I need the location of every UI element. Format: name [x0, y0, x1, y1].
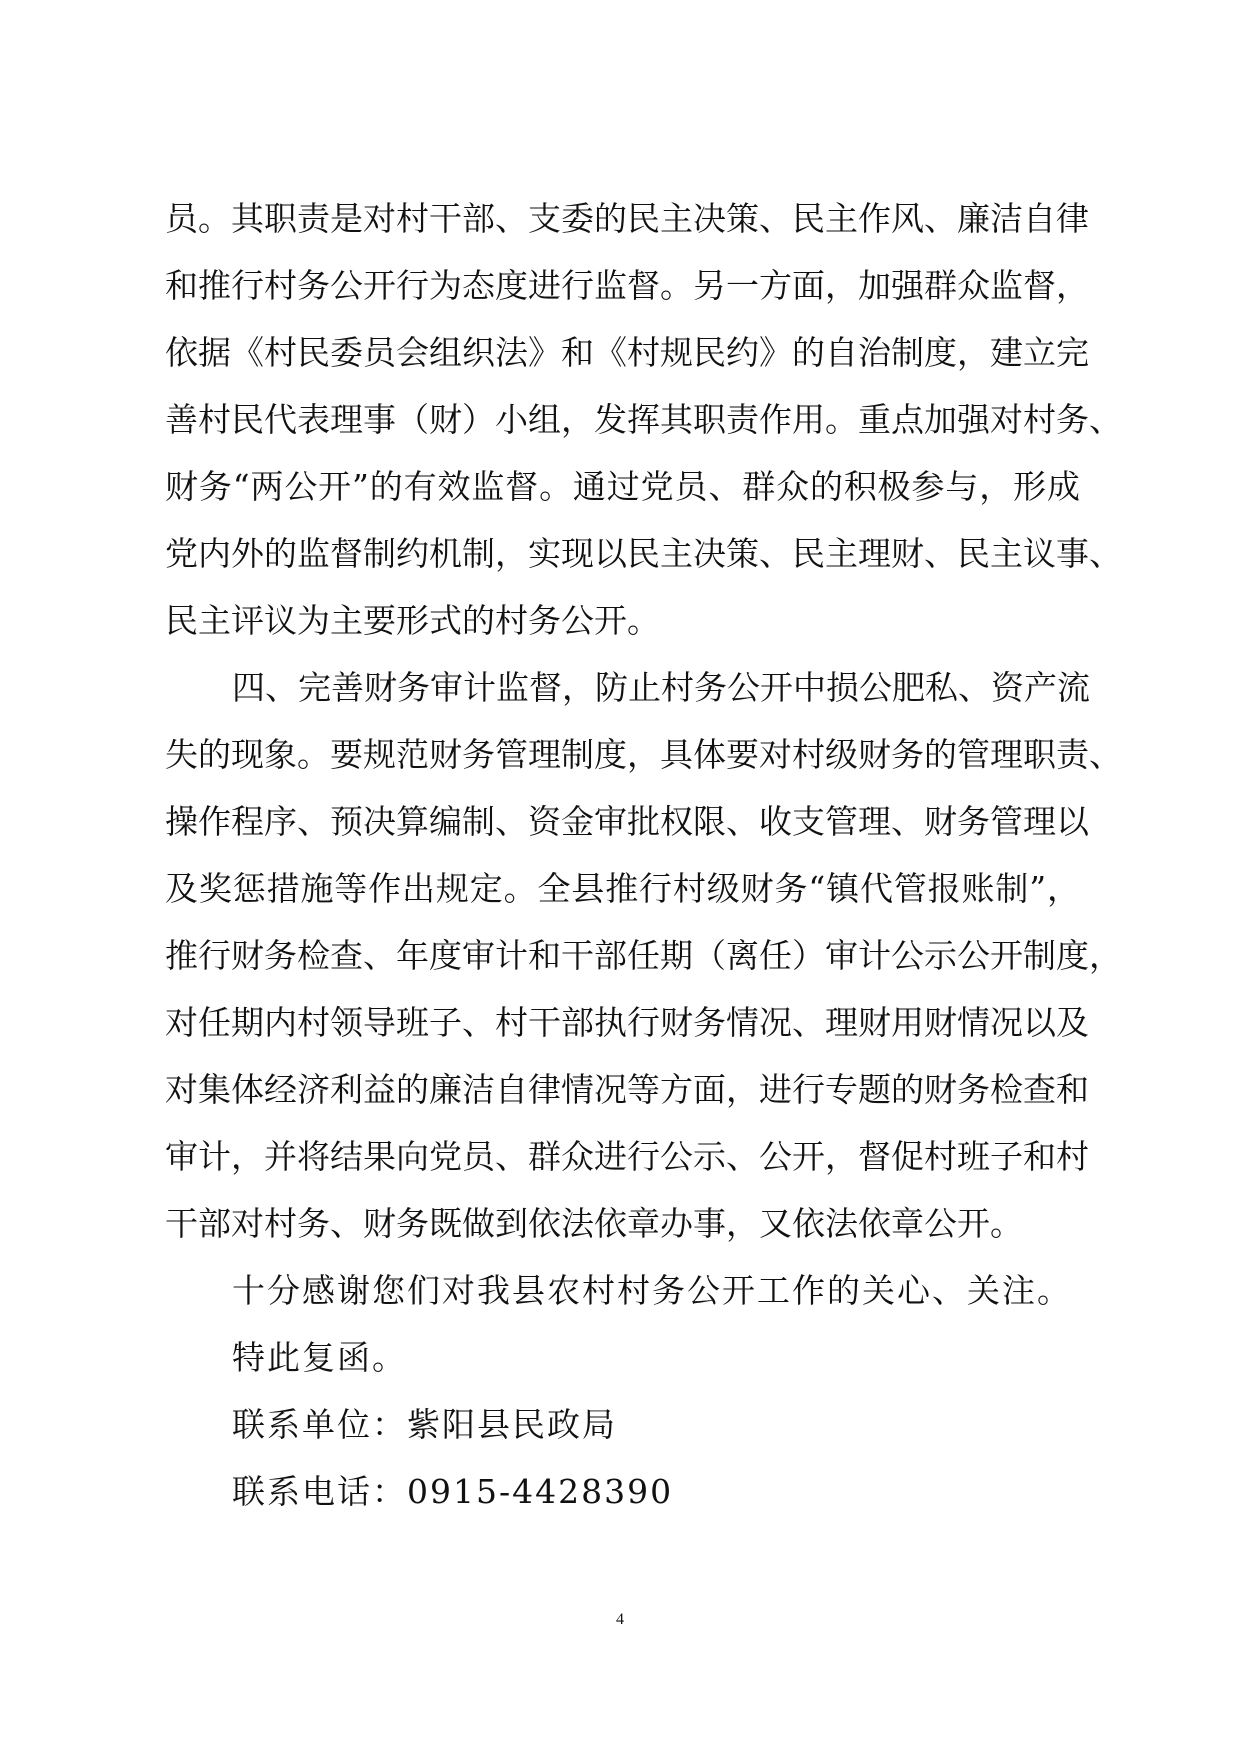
paragraph-2-line-2: 失的现象。要规范财务管理制度，具体要对村级财务的管理职责、 — [165, 735, 1122, 774]
paragraph-1-line-1: 员。其职责是对村干部、支委的民主决策、民主作风、廉洁自律 — [165, 199, 1089, 238]
thanks-line: 十分感谢您们对我县农村村务公开工作的关心、关注。 — [232, 1271, 1072, 1310]
contact-unit: 联系单位：紫阳县民政局 — [232, 1405, 617, 1444]
paragraph-2-line-4: 及奖惩措施等作出规定。全县推行村级财务“镇代管报账制”， — [165, 869, 1080, 908]
paragraph-2-line-1: 四、完善财务审计监督，防止村务公开中损公肥私、资产流 — [232, 668, 1090, 707]
page-number: 4 — [616, 1611, 624, 1628]
paragraph-2-line-6: 对任期内村领导班子、村干部执行财务情况、理财用财情况以及 — [165, 1003, 1089, 1042]
paragraph-1-line-5: 财务“两公开”的有效监督。通过党员、群众的积极参与，形成 — [165, 467, 1080, 506]
contact-phone: 联系电话：0915-4428390 — [232, 1472, 674, 1511]
paragraph-1-line-7: 民主评议为主要形式的村务公开。 — [165, 601, 660, 640]
paragraph-1-line-4: 善村民代表理事（财）小组，发挥其职责作用。重点加强对村务、 — [165, 400, 1122, 439]
paragraph-2-line-3: 操作程序、预决算编制、资金审批权限、收支管理、财务管理以 — [165, 802, 1089, 841]
closing-line: 特此复函。 — [232, 1338, 407, 1377]
paragraph-1-line-2: 和推行村务公开行为态度进行监督。另一方面，加强群众监督， — [165, 266, 1089, 305]
paragraph-1-line-6: 党内外的监督制约机制，实现以民主决策、民主理财、民主议事、 — [165, 534, 1122, 573]
paragraph-2-line-5: 推行财务检查、年度审计和干部任期（离任）审计公示公开制度， — [165, 936, 1122, 975]
paragraph-2-line-9: 干部对村务、财务既做到依法依章办事，又依法依章公开。 — [165, 1204, 1023, 1243]
paragraph-2-line-8: 审计，并将结果向党员、群众进行公示、公开，督促村班子和村 — [165, 1137, 1089, 1176]
paragraph-2-line-7: 对集体经济利益的廉洁自律情况等方面，进行专题的财务检查和 — [165, 1070, 1089, 1109]
paragraph-1-line-3: 依据《村民委员会组织法》和《村规民约》的自治制度，建立完 — [165, 333, 1089, 372]
